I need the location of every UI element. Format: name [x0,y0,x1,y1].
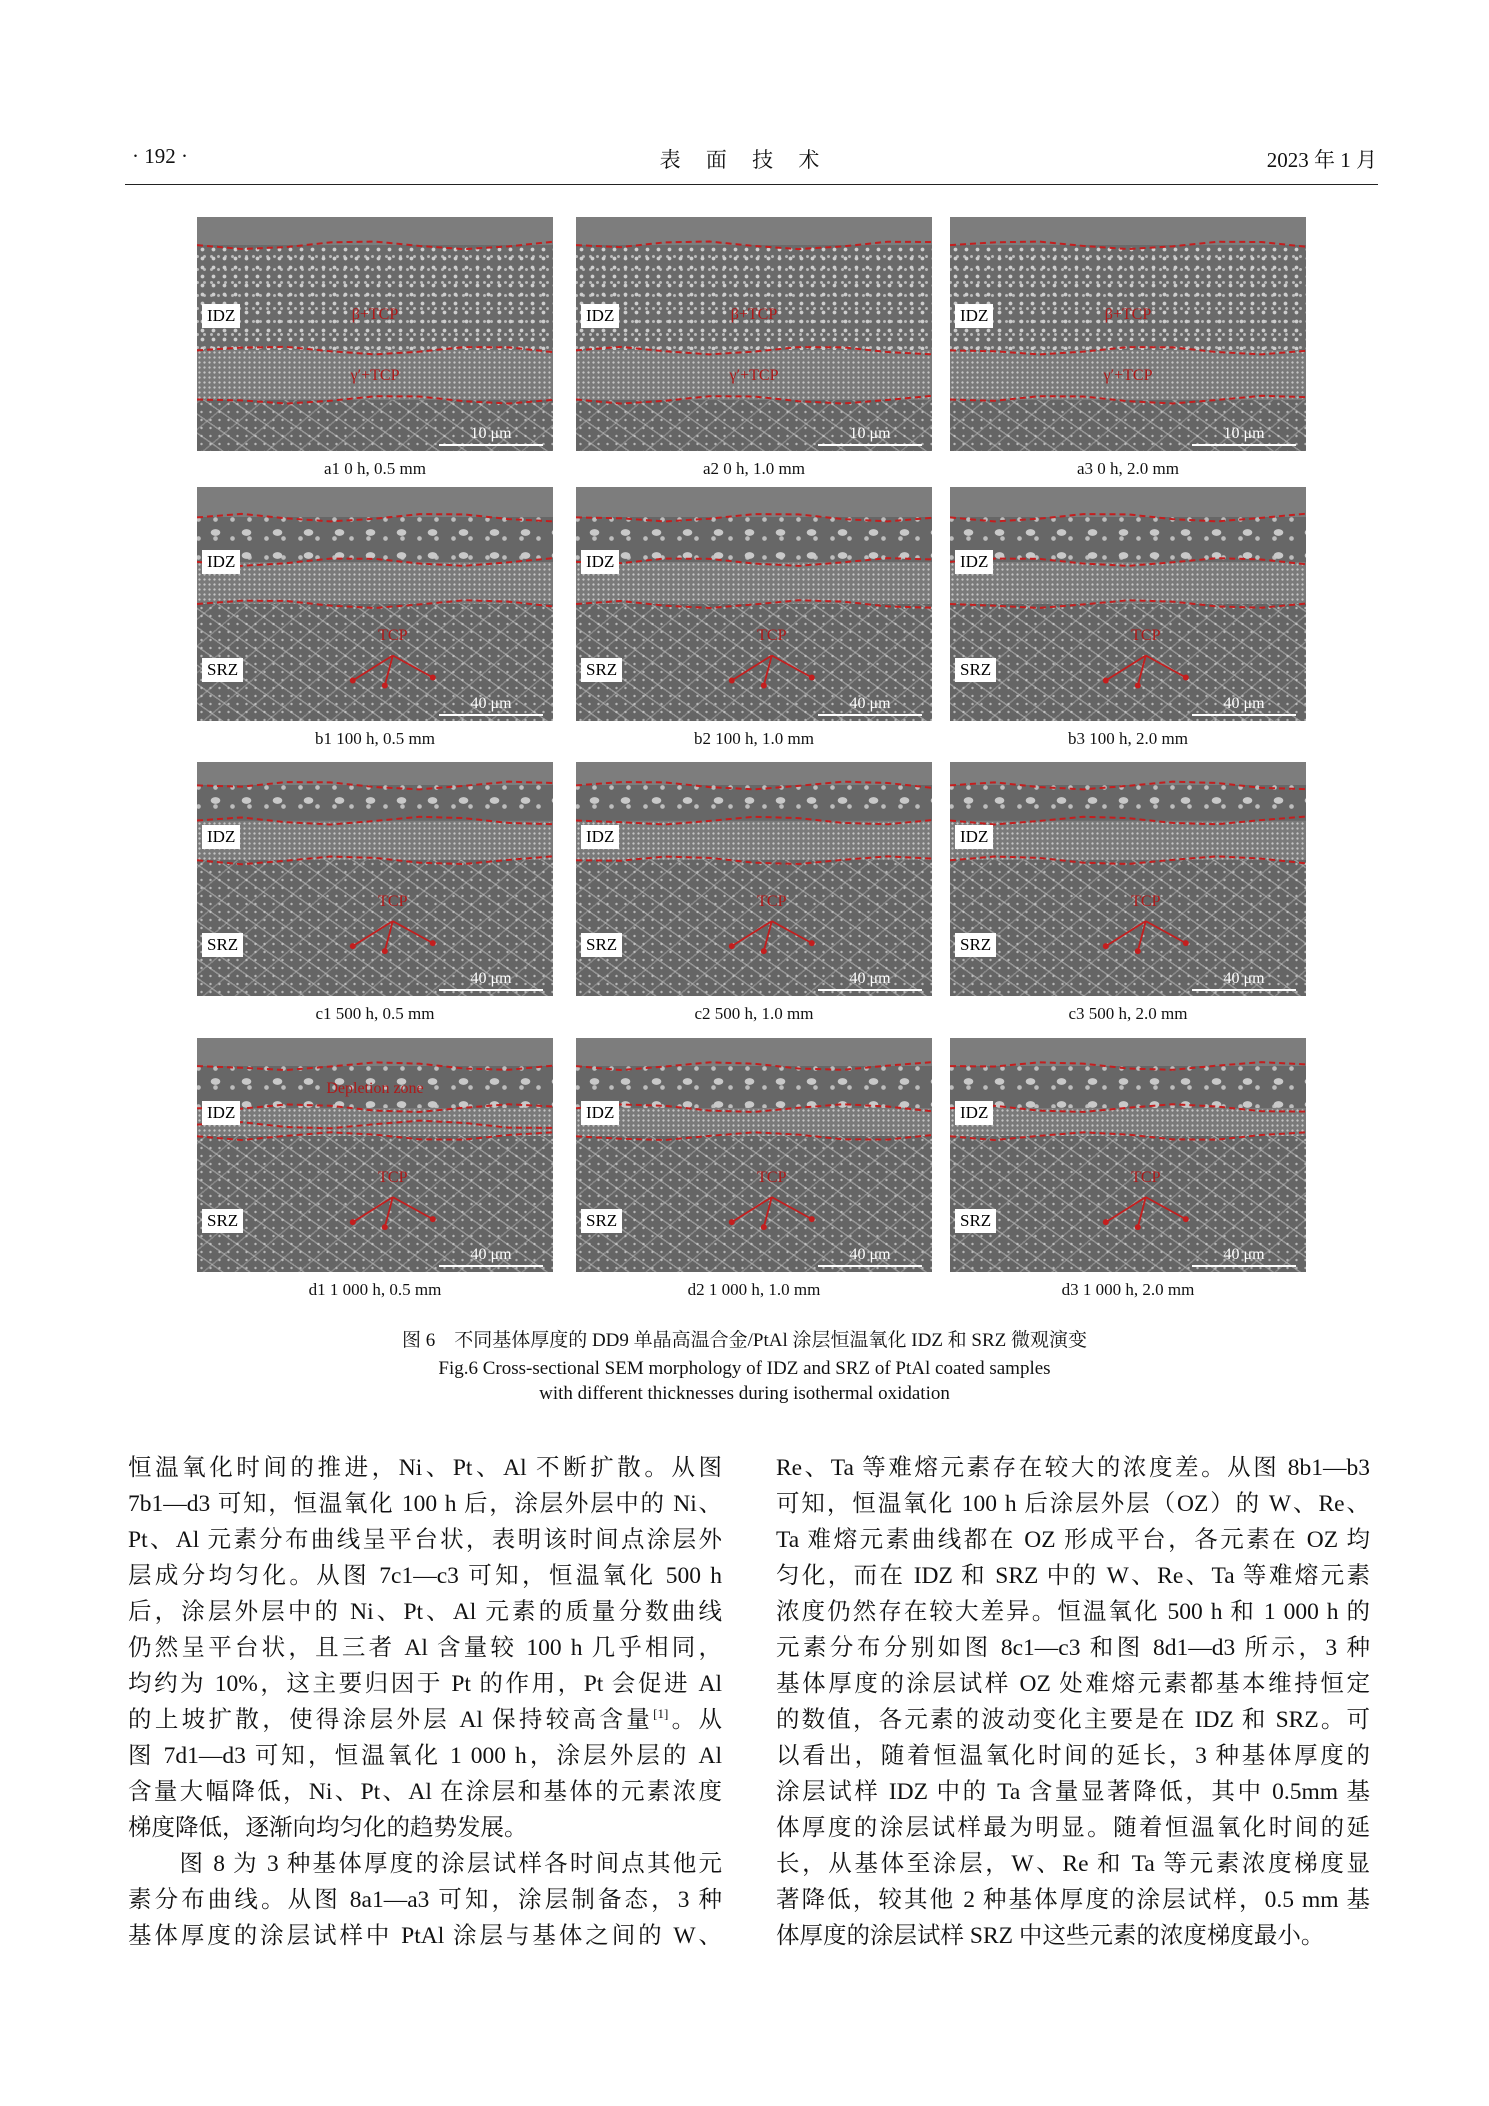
boundary-dashed-line [197,856,553,864]
sem-panel-a1[interactable] [197,217,553,451]
boundary-dashed-line [197,1121,553,1129]
arrow-head-icon [350,943,356,949]
sem-panel-d2[interactable] [576,1038,932,1272]
arrow-head-icon [382,948,388,954]
arrow-head-icon [761,948,767,954]
boundary-dashed-line [576,782,932,790]
boundary-dashed-line [950,1062,1306,1070]
idz-label: IDZ [581,550,619,574]
scale-bar-label: 40 μm [470,695,512,712]
scale-bar-label: 40 μm [849,695,891,712]
tcp-label: TCP [1131,627,1161,645]
sem-panel-c2[interactable] [576,762,932,996]
journal-title: 表 面 技 术 [659,148,830,172]
scale-bar-line [818,989,922,991]
text-line: 匀化，而在 IDZ 和 SRZ 中的 W、Re、Ta 等难熔元素 [776,1563,1370,1589]
tcp-label: TCP [757,627,787,645]
text-span: 的上坡扩散，使得涂层外层 Al 保持较高含量 [128,1707,654,1733]
boundary-dashed-line [576,600,932,608]
boundary-dashed-line [576,242,932,250]
scale-bar-line [439,444,543,446]
text-line: 素分布曲线。从图 8a1—a3 可知，涂层制备态，3 种 [128,1887,722,1913]
tcp-arrow [393,921,433,943]
boundary-dashed-line [197,514,553,522]
scale-bar-label: 40 μm [1223,695,1265,712]
boundary-dashed-line [197,817,553,825]
panel-caption-d2: d2 1 000 h, 1.0 mm [687,1280,821,1299]
figure-caption-en-1: Fig.6 Cross-sectional SEM morphology of IDZ and SRZ of PtAl coated samples [438,1358,1051,1379]
idz-label: IDZ [955,1101,993,1125]
scale-bar-label: 40 μm [1223,970,1265,987]
idz-label: IDZ [581,1101,619,1125]
depletion-zone-label: Depletion zone [326,1080,424,1098]
text-line: 基体厚度的涂层试样 OZ 处难熔元素都基本维持恒定 [776,1671,1370,1697]
text-line: Re、Ta 等难熔元素存在较大的浓度差。从图 8b1—b3 [776,1455,1370,1481]
scale-bar-line [818,1265,922,1267]
text-line: 后，涂层外层中的 Ni、Pt、Al 元素的质量分数曲线 [128,1599,722,1625]
idz-label: IDZ [202,1101,240,1125]
scale-bar-line [818,444,922,446]
boundary-dashed-line [197,242,553,250]
scale-bar-line [1192,444,1296,446]
tcp-label: TCP [1131,893,1161,911]
arrow-head-icon [1135,682,1141,688]
text-line: Ta 难熔元素曲线都在 OZ 形成平台，各元素在 OZ 均 [776,1527,1370,1553]
arrow-head-icon [430,674,436,680]
text-line: 含量大幅降低，Ni、Pt、Al 在涂层和基体的元素浓度 [128,1779,722,1805]
boundary-dashed-line [576,1132,932,1140]
idz-label: IDZ [955,550,993,574]
arrow-head-icon [1135,1224,1141,1230]
page-number: · 192 · [132,144,188,168]
arrow-head-icon [1183,940,1189,946]
text-line: 体厚度的涂层试样最为明显。随着恒温氧化时间的延 [776,1815,1370,1841]
idz-label: IDZ [581,825,619,849]
boundary-dashed-line [950,396,1306,404]
boundary-dashed-line [950,782,1306,790]
scale-bar-line [1192,714,1296,716]
arrow-head-icon [1183,1216,1189,1222]
boundary-dashed-line [576,558,932,566]
arrow-head-icon [729,677,735,683]
scale-bar-line [818,714,922,716]
scale-bar [1192,695,1296,716]
arrow-head-icon [382,1224,388,1230]
arrow-head-icon [809,940,815,946]
idz-label: IDZ [202,304,240,328]
boundary-dashed-line [197,396,553,403]
boundary-dashed-line [950,558,1306,566]
srz-label: SRZ [955,1209,996,1233]
tcp-arrow [772,921,812,943]
sem-panel-d3[interactable] [950,1038,1306,1272]
figure-caption-en-2: with different thicknesses during isothermal oxidation [539,1383,950,1404]
text-line: 图 7d1—d3 可知，恒温氧化 1 000 h，涂层外层的 Al [128,1743,722,1769]
idz-label: IDZ [202,825,240,849]
text-line: 层成分均匀化。从图 7c1—c3 可知，恒温氧化 500 h [128,1563,722,1589]
panel-caption-a1: a1 0 h, 0.5 mm [324,459,426,478]
arrow-head-icon [350,1219,356,1225]
tcp-arrow [772,1197,812,1219]
figure-caption-cn: 图 6 不同基体厚度的 DD9 单晶高温合金/PtAl 涂层恒温氧化 IDZ 和 SRZ 微观演变 [401,1330,1088,1351]
sem-panel-b3[interactable] [950,487,1306,721]
boundary-dashed-line [950,600,1306,608]
panel-caption-d3: d3 1 000 h, 2.0 mm [1061,1280,1195,1299]
idz-label: IDZ [955,825,993,849]
sem-panel-c3[interactable] [950,762,1306,996]
arrow-head-icon [809,674,815,680]
text-line: 元素分布分别如图 8c1—c3 和图 8d1—d3 所示，3 种 [776,1635,1370,1661]
arrow-head-icon [430,1216,436,1222]
panel-caption-c3: c3 500 h, 2.0 mm [1068,1004,1188,1023]
text-line: 7b1—d3 可知，恒温氧化 100 h 后，涂层外层中的 Ni、 [128,1491,722,1517]
boundary-dashed-line [576,347,932,355]
scale-bar [1192,1246,1296,1267]
boundary-dashed-line [576,1104,932,1112]
text-line: 基体厚度的涂层试样中 PtAl 涂层与基体之间的 W、 [128,1923,722,1949]
text-line: 均约为 10%，这主要归因于 Pt 的作用，Pt 会促进 Al [128,1671,722,1697]
text-span: 。从 [668,1707,723,1733]
boundary-dashed-line [950,817,1306,825]
idz-label: IDZ [581,304,619,328]
boundary-dashed-line [950,1132,1306,1140]
panel-caption-d1: d1 1 000 h, 0.5 mm [308,1280,442,1299]
text-line: 著降低，较其他 2 种基体厚度的涂层试样，0.5 mm 基 [776,1887,1370,1913]
arrow-head-icon [1103,677,1109,683]
srz-label: SRZ [202,933,243,957]
panel-caption-a2: a2 0 h, 1.0 mm [703,459,805,478]
idz-label: IDZ [955,304,993,328]
tcp-arrow [393,655,433,677]
boundary-dashed-line [576,396,932,404]
panel-caption-b1: b1 100 h, 0.5 mm [315,729,435,748]
tcp-arrow [1146,921,1186,943]
text-line: 以看出，随着恒温氧化时间的延长，3 种基体厚度的 [776,1743,1370,1769]
scale-bar [818,970,922,991]
idz-label: IDZ [202,550,240,574]
scale-bar [818,1246,922,1267]
boundary-dashed-line [950,242,1306,250]
text-line: 仍然呈平台状，且三者 Al 含量较 100 h 几乎相同， [128,1635,722,1661]
panel-caption-a3: a3 0 h, 2.0 mm [1077,459,1179,478]
boundary-dashed-line [576,514,932,521]
scale-bar-label: 10 μm [1223,425,1265,442]
boundary-overlay [197,762,553,996]
srz-label: SRZ [202,1209,243,1233]
scale-bar-line [1192,1265,1296,1267]
boundary-dashed-line [197,558,553,566]
tcp-arrow [772,655,812,677]
arrow-head-icon [729,1219,735,1225]
arrow-head-icon [729,943,735,949]
boundary-dashed-line [197,600,553,608]
boundary-dashed-line [197,1062,553,1070]
phase-label-beta: β+TCP [730,305,778,323]
phase-label-beta: β+TCP [1104,305,1152,323]
sem-panel-c1[interactable] [197,762,553,996]
arrow-head-icon [1103,943,1109,949]
text-line: 涂层试样 IDZ 中的 Ta 含量显著降低，其中 0.5mm 基 [776,1779,1370,1805]
panel-caption-b3: b3 100 h, 2.0 mm [1068,729,1188,748]
boundary-dashed-line [950,514,1306,522]
scale-bar-line [439,714,543,716]
text-line [128,1702,722,1738]
scale-bar [439,695,543,716]
text-line: 图 8 为 3 种基体厚度的涂层试样各时间点其他元 [128,1851,722,1877]
phase-label-gamma: γ′+TCP [729,366,779,384]
boundary-overlay [576,487,932,721]
scale-bar-label: 40 μm [470,970,512,987]
boundary-overlay [950,1038,1306,1272]
srz-label: SRZ [955,933,996,957]
boundary-overlay [197,1038,553,1272]
scale-bar-label: 40 μm [849,1246,891,1263]
text-line: 体厚度的涂层试样 SRZ 中这些元素的浓度梯度最小。 [776,1923,1325,1949]
scale-bar-label: 40 μm [849,970,891,987]
phase-label-beta: β+TCP [351,305,399,323]
boundary-dashed-line [950,1104,1306,1112]
text-line: 的数值，各元素的波动变化主要是在 IDZ 和 SRZ。可 [776,1707,1370,1733]
panel-caption-c2: c2 500 h, 1.0 mm [694,1004,814,1023]
scale-bar [1192,425,1296,446]
boundary-overlay [950,762,1306,996]
citation-ref[interactable]: [1] [653,1706,669,1722]
text-line: 恒温氧化时间的推进，Ni、Pt、Al 不断扩散。从图 [128,1455,722,1481]
scale-bar [439,1246,543,1267]
body-column-left [128,1450,722,1954]
scale-bar-label: 40 μm [1223,1246,1265,1263]
header-rule [125,184,1378,185]
boundary-dashed-line [950,856,1306,864]
scale-bar-label: 10 μm [849,425,891,442]
boundary-overlay [197,217,553,451]
srz-label: SRZ [202,658,243,682]
tcp-arrow [1146,655,1186,677]
text-line: Pt、Al 元素分布曲线呈平台状，表明该时间点涂层外 [128,1527,722,1553]
arrow-head-icon [761,1224,767,1230]
scale-bar-label: 10 μm [470,425,512,442]
scale-bar [818,695,922,716]
sem-panel-d1[interactable] [197,1038,553,1272]
text-line: 梯度降低，逐渐向均匀化的趋势发展。 [128,1815,528,1841]
body-column-right [776,1450,1370,1954]
tcp-label: TCP [378,893,408,911]
tcp-label: TCP [378,1169,408,1187]
scale-bar-line [439,989,543,991]
tcp-arrow [393,1197,433,1219]
tcp-label: TCP [1131,1169,1161,1187]
boundary-dashed-line [576,1062,932,1070]
scale-bar-label: 40 μm [470,1246,512,1263]
tcp-label: TCP [757,893,787,911]
srz-label: SRZ [955,658,996,682]
arrow-head-icon [382,682,388,688]
arrow-head-icon [761,682,767,688]
sem-panel-b1[interactable] [197,487,553,721]
tcp-arrow [1146,1197,1186,1219]
boundary-dashed-line [576,856,932,864]
sem-panel-b2[interactable] [576,487,932,721]
phase-label-gamma: γ′+TCP [1103,366,1153,384]
boundary-dashed-line [197,1104,553,1112]
arrow-head-icon [1135,948,1141,954]
text-line: 长，从基体至涂层，W、Re 和 Ta 等元素浓度梯度显 [776,1851,1370,1877]
scale-bar [439,970,543,991]
srz-label: SRZ [581,1209,622,1233]
arrow-head-icon [809,1216,815,1222]
scale-bar-line [439,1265,543,1267]
panel-caption-c1: c1 500 h, 0.5 mm [315,1004,435,1023]
srz-label: SRZ [581,658,622,682]
boundary-dashed-line [950,347,1306,354]
scale-bar [1192,970,1296,991]
scale-bar [818,425,922,446]
boundary-overlay [197,487,553,721]
text-line: 可知，恒温氧化 100 h 后涂层外层（OZ）的 W、Re、 [776,1491,1370,1517]
sem-panel-a3[interactable] [950,217,1306,451]
sem-panel-a2[interactable] [576,217,932,451]
arrow-head-icon [1103,1219,1109,1225]
arrow-head-icon [1183,674,1189,680]
panel-caption-b2: b2 100 h, 1.0 mm [694,729,814,748]
arrow-head-icon [350,677,356,683]
boundary-overlay [950,487,1306,721]
arrow-head-icon [430,940,436,946]
tcp-label: TCP [378,627,408,645]
phase-label-gamma: γ′+TCP [350,366,400,384]
tcp-label: TCP [757,1169,787,1187]
boundary-overlay [576,217,932,451]
srz-label: SRZ [581,933,622,957]
text-line: 浓度仍然存在较大差异。恒温氧化 500 h 和 1 000 h 的 [776,1599,1370,1625]
boundary-overlay [576,762,932,996]
boundary-dashed-line [197,782,553,790]
boundary-overlay [576,1038,932,1272]
scale-bar [439,425,543,446]
boundary-overlay [950,217,1306,451]
boundary-dashed-line [197,347,553,355]
issue-date: 2023 年 1 月 [1266,148,1377,172]
boundary-dashed-line [197,1132,553,1140]
scale-bar-line [1192,989,1296,991]
boundary-dashed-line [576,817,932,825]
